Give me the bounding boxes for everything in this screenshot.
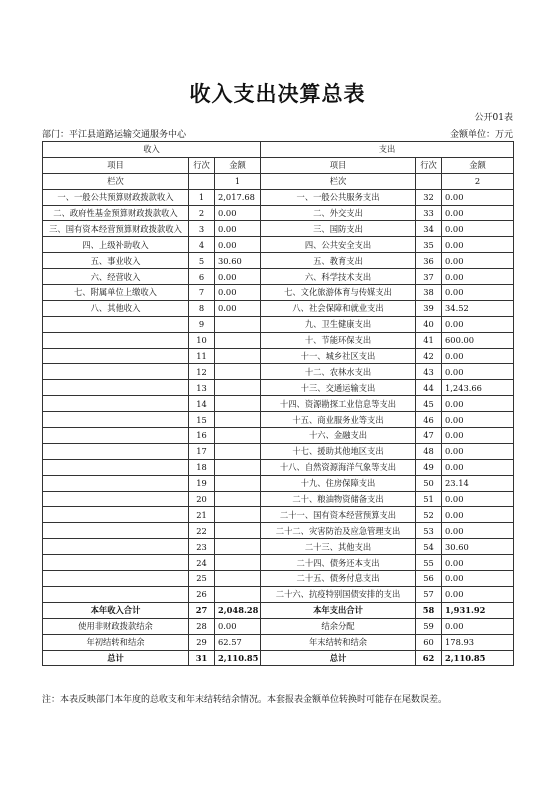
income-item-cell xyxy=(43,555,189,571)
expense-line-cell: 38 xyxy=(416,285,442,301)
expense-amount-cell: 30.60 xyxy=(442,539,514,555)
income-line-header: 行次 xyxy=(189,157,215,173)
income-amount-cell xyxy=(215,475,261,491)
income-item-cell xyxy=(43,491,189,507)
expense-amount-cell: 0.00 xyxy=(442,443,514,459)
expense-amount-cell: 0.00 xyxy=(442,618,514,634)
expense-line-cell: 42 xyxy=(416,348,442,364)
expense-item-cell: 总计 xyxy=(261,650,416,666)
expense-line-cell: 47 xyxy=(416,428,442,444)
expense-group-header: 支出 xyxy=(261,142,514,158)
table-row xyxy=(43,507,514,523)
table-row xyxy=(43,650,514,666)
expense-item-cell: 二、外交支出 xyxy=(261,205,416,221)
expense-column-label: 栏次 xyxy=(261,173,416,189)
expense-amount-cell: 2,110.85 xyxy=(442,650,514,666)
income-line-cell: 1 xyxy=(189,189,215,205)
expense-line-cell: 41 xyxy=(416,332,442,348)
income-line-cell: 18 xyxy=(189,459,215,475)
expense-line-cell: 53 xyxy=(416,523,442,539)
expense-amount-cell: 0.00 xyxy=(442,364,514,380)
table-row xyxy=(43,475,514,491)
group-header-row xyxy=(43,142,514,158)
column-number-row xyxy=(43,173,514,189)
expense-amount-cell: 0.00 xyxy=(442,459,514,475)
expense-item-cell: 本年支出合计 xyxy=(261,602,416,618)
income-line-blank xyxy=(189,173,215,189)
expense-item-cell: 八、社会保障和就业支出 xyxy=(261,300,416,316)
expense-amount-cell: 0.00 xyxy=(442,205,514,221)
expense-item-cell: 九、卫生健康支出 xyxy=(261,316,416,332)
income-item-cell xyxy=(43,316,189,332)
expense-line-cell: 59 xyxy=(416,618,442,634)
expense-item-cell: 三、国防支出 xyxy=(261,221,416,237)
table-row xyxy=(43,618,514,634)
income-line-cell: 7 xyxy=(189,285,215,301)
income-amount-cell xyxy=(215,491,261,507)
table-row xyxy=(43,459,514,475)
income-amount-cell xyxy=(215,428,261,444)
income-amount-cell xyxy=(215,555,261,571)
table-row xyxy=(43,396,514,412)
expense-amount-cell: 178.93 xyxy=(442,634,514,650)
table-row xyxy=(43,586,514,602)
income-amount-cell xyxy=(215,412,261,428)
expense-line-cell: 32 xyxy=(416,189,442,205)
income-amount-cell xyxy=(215,571,261,587)
expense-amount-cell: 0.00 xyxy=(442,269,514,285)
table-row xyxy=(43,428,514,444)
expense-line-cell: 62 xyxy=(416,650,442,666)
income-line-cell: 24 xyxy=(189,555,215,571)
income-item-cell: 一、一般公共预算财政拨款收入 xyxy=(43,189,189,205)
income-group-header: 收入 xyxy=(43,142,261,158)
income-line-cell: 20 xyxy=(189,491,215,507)
expense-amount-cell: 0.00 xyxy=(442,428,514,444)
income-item-cell: 年初结转和结余 xyxy=(43,634,189,650)
expense-amount-cell: 0.00 xyxy=(442,396,514,412)
income-item-cell xyxy=(43,443,189,459)
expense-line-blank xyxy=(416,173,442,189)
income-item-cell xyxy=(43,539,189,555)
income-expense-table xyxy=(42,141,514,666)
income-amount-cell xyxy=(215,316,261,332)
income-line-cell: 5 xyxy=(189,253,215,269)
table-row xyxy=(43,412,514,428)
expense-line-cell: 36 xyxy=(416,253,442,269)
expense-item-cell: 十四、资源勘探工业信息等支出 xyxy=(261,396,416,412)
table-row xyxy=(43,237,514,253)
income-line-cell: 29 xyxy=(189,634,215,650)
expense-line-cell: 48 xyxy=(416,443,442,459)
income-line-cell: 4 xyxy=(189,237,215,253)
income-line-cell: 31 xyxy=(189,650,215,666)
expense-item-cell: 二十二、灾害防治及应急管理支出 xyxy=(261,523,416,539)
income-amount-cell: 0.00 xyxy=(215,300,261,316)
expense-line-cell: 46 xyxy=(416,412,442,428)
table-row xyxy=(43,380,514,396)
income-amount-cell: 0.00 xyxy=(215,237,261,253)
expense-item-cell: 七、文化旅游体育与传媒支出 xyxy=(261,285,416,301)
income-line-cell: 25 xyxy=(189,571,215,587)
income-amount-cell: 2,048.28 xyxy=(215,602,261,618)
amount-unit-label: 金额单位：万元 xyxy=(449,130,513,140)
income-line-cell: 22 xyxy=(189,523,215,539)
expense-amount-cell: 0.00 xyxy=(442,507,514,523)
expense-item-cell: 六、科学技术支出 xyxy=(261,269,416,285)
income-item-cell: 八、其他收入 xyxy=(43,300,189,316)
expense-item-cell: 二十六、抗疫特别国债安排的支出 xyxy=(261,586,416,602)
expense-line-cell: 58 xyxy=(416,602,442,618)
expense-item-cell: 二十五、债务付息支出 xyxy=(261,571,416,587)
department-label: 部门：平江县道路运输交通服务中心 xyxy=(42,130,187,140)
expense-line-cell: 34 xyxy=(416,221,442,237)
income-amount-cell: 0.00 xyxy=(215,205,261,221)
income-line-cell: 21 xyxy=(189,507,215,523)
income-amount-cell: 0.00 xyxy=(215,618,261,634)
income-amount-cell: 2,110.85 xyxy=(215,650,261,666)
income-line-cell: 3 xyxy=(189,221,215,237)
expense-item-cell: 年末结转和结余 xyxy=(261,634,416,650)
income-amount-header: 金额 xyxy=(215,157,261,173)
expense-line-cell: 50 xyxy=(416,475,442,491)
expense-amount-cell: 0.00 xyxy=(442,523,514,539)
income-item-cell: 六、经营收入 xyxy=(43,269,189,285)
income-line-cell: 11 xyxy=(189,348,215,364)
expense-amount-cell: 600.00 xyxy=(442,332,514,348)
expense-amount-header: 金额 xyxy=(442,157,514,173)
table-row xyxy=(43,364,514,380)
income-item-cell xyxy=(43,380,189,396)
income-amount-cell xyxy=(215,586,261,602)
income-line-cell: 28 xyxy=(189,618,215,634)
expense-item-cell: 十三、交通运输支出 xyxy=(261,380,416,396)
expense-line-header: 行次 xyxy=(416,157,442,173)
table-row xyxy=(43,300,514,316)
page-title: 收入支出决算总表 xyxy=(189,82,366,106)
income-amount-cell: 30.60 xyxy=(215,253,261,269)
expense-amount-cell: 0.00 xyxy=(442,285,514,301)
income-line-cell: 14 xyxy=(189,396,215,412)
expense-line-cell: 60 xyxy=(416,634,442,650)
expense-amount-cell: 1,931.92 xyxy=(442,602,514,618)
expense-line-cell: 55 xyxy=(416,555,442,571)
income-item-cell: 五、事业收入 xyxy=(43,253,189,269)
expense-amount-cell: 0.00 xyxy=(442,221,514,237)
table-row xyxy=(43,285,514,301)
income-item-cell xyxy=(43,475,189,491)
expense-amount-cell: 0.00 xyxy=(442,555,514,571)
income-amount-cell: 0.00 xyxy=(215,221,261,237)
income-amount-cell: 2,017.68 xyxy=(215,189,261,205)
expense-item-cell: 十八、自然资源海洋气象等支出 xyxy=(261,459,416,475)
income-amount-cell xyxy=(215,348,261,364)
income-column-label: 栏次 xyxy=(43,173,189,189)
income-item-cell xyxy=(43,332,189,348)
table-row xyxy=(43,348,514,364)
table-row xyxy=(43,443,514,459)
income-item-cell: 三、国有资本经营预算财政拨款收入 xyxy=(43,221,189,237)
expense-item-cell: 二十、粮油物资储备支出 xyxy=(261,491,416,507)
expense-amount-cell: 0.00 xyxy=(442,586,514,602)
expense-item-cell: 二十三、其他支出 xyxy=(261,539,416,555)
expense-amount-cell: 1,243.66 xyxy=(442,380,514,396)
income-item-cell xyxy=(43,428,189,444)
income-line-cell: 26 xyxy=(189,586,215,602)
expense-item-cell: 十五、商业服务业等支出 xyxy=(261,412,416,428)
income-item-header: 项目 xyxy=(43,157,189,173)
table-row xyxy=(43,205,514,221)
expense-line-cell: 56 xyxy=(416,571,442,587)
income-line-cell: 17 xyxy=(189,443,215,459)
expense-item-cell: 十六、金融支出 xyxy=(261,428,416,444)
expense-item-cell: 四、公共安全支出 xyxy=(261,237,416,253)
expense-line-cell: 37 xyxy=(416,269,442,285)
income-line-cell: 15 xyxy=(189,412,215,428)
income-item-cell xyxy=(43,348,189,364)
income-amount-cell: 62.57 xyxy=(215,634,261,650)
expense-item-cell: 十七、援助其他地区支出 xyxy=(261,443,416,459)
income-amount-cell xyxy=(215,380,261,396)
table-row xyxy=(43,332,514,348)
expense-amount-cell: 23.14 xyxy=(442,475,514,491)
income-column-number: 1 xyxy=(215,173,261,189)
expense-item-cell: 十、节能环保支出 xyxy=(261,332,416,348)
expense-line-cell: 35 xyxy=(416,237,442,253)
income-amount-cell xyxy=(215,332,261,348)
expense-item-cell: 二十四、债务还本支出 xyxy=(261,555,416,571)
expense-item-cell: 十一、城乡社区支出 xyxy=(261,348,416,364)
expense-amount-cell: 0.00 xyxy=(442,491,514,507)
income-item-cell: 使用非财政拨款结余 xyxy=(43,618,189,634)
income-line-cell: 12 xyxy=(189,364,215,380)
income-line-cell: 16 xyxy=(189,428,215,444)
expense-item-cell: 五、教育支出 xyxy=(261,253,416,269)
income-item-cell xyxy=(43,459,189,475)
table-row xyxy=(43,221,514,237)
expense-amount-cell: 0.00 xyxy=(442,237,514,253)
column-header-row xyxy=(43,157,514,173)
expense-line-cell: 49 xyxy=(416,459,442,475)
expense-amount-cell: 0.00 xyxy=(442,412,514,428)
income-line-cell: 27 xyxy=(189,602,215,618)
income-item-cell xyxy=(43,364,189,380)
form-code: 公开01表 xyxy=(474,113,513,123)
expense-line-cell: 57 xyxy=(416,586,442,602)
expense-line-cell: 43 xyxy=(416,364,442,380)
table-row xyxy=(43,253,514,269)
income-amount-cell xyxy=(215,539,261,555)
income-line-cell: 2 xyxy=(189,205,215,221)
income-item-cell xyxy=(43,412,189,428)
expense-item-cell: 一、一般公共服务支出 xyxy=(261,189,416,205)
expense-amount-cell: 0.00 xyxy=(442,571,514,587)
income-item-cell: 四、上级补助收入 xyxy=(43,237,189,253)
income-amount-cell xyxy=(215,459,261,475)
table-row xyxy=(43,491,514,507)
table-row xyxy=(43,634,514,650)
expense-item-cell: 二十一、国有资本经营预算支出 xyxy=(261,507,416,523)
income-amount-cell xyxy=(215,396,261,412)
expense-amount-cell: 0.00 xyxy=(442,189,514,205)
income-item-cell xyxy=(43,571,189,587)
income-line-cell: 19 xyxy=(189,475,215,491)
expense-item-cell: 十二、农林水支出 xyxy=(261,364,416,380)
table-row xyxy=(43,555,514,571)
income-item-cell: 七、附属单位上缴收入 xyxy=(43,285,189,301)
income-line-cell: 10 xyxy=(189,332,215,348)
expense-line-cell: 45 xyxy=(416,396,442,412)
table-row xyxy=(43,602,514,618)
expense-amount-cell: 0.00 xyxy=(442,316,514,332)
expense-column-number: 2 xyxy=(442,173,514,189)
income-amount-cell xyxy=(215,523,261,539)
income-item-cell xyxy=(43,523,189,539)
expense-line-cell: 39 xyxy=(416,300,442,316)
income-item-cell: 二、政府性基金预算财政拨款收入 xyxy=(43,205,189,221)
expense-item-header: 项目 xyxy=(261,157,416,173)
expense-amount-cell: 0.00 xyxy=(442,348,514,364)
income-amount-cell xyxy=(215,507,261,523)
expense-line-cell: 51 xyxy=(416,491,442,507)
expense-line-cell: 44 xyxy=(416,380,442,396)
expense-line-cell: 52 xyxy=(416,507,442,523)
income-item-cell xyxy=(43,507,189,523)
expense-item-cell: 十九、住房保障支出 xyxy=(261,475,416,491)
income-amount-cell: 0.00 xyxy=(215,285,261,301)
income-line-cell: 8 xyxy=(189,300,215,316)
income-item-cell xyxy=(43,396,189,412)
income-item-cell: 本年收入合计 xyxy=(43,602,189,618)
expense-line-cell: 54 xyxy=(416,539,442,555)
footnote: 注：本表反映部门本年度的总收支和年末结转结余情况。本套报表金额单位转换时可能存在尾数误差。 xyxy=(42,695,448,705)
income-line-cell: 13 xyxy=(189,380,215,396)
income-item-cell xyxy=(43,586,189,602)
income-item-cell: 总计 xyxy=(43,650,189,666)
table-row xyxy=(43,571,514,587)
income-line-cell: 23 xyxy=(189,539,215,555)
expense-amount-cell: 34.52 xyxy=(442,300,514,316)
income-line-cell: 6 xyxy=(189,269,215,285)
expense-line-cell: 40 xyxy=(416,316,442,332)
expense-line-cell: 33 xyxy=(416,205,442,221)
table-row xyxy=(43,523,514,539)
table-row xyxy=(43,269,514,285)
income-line-cell: 9 xyxy=(189,316,215,332)
expense-amount-cell: 0.00 xyxy=(442,253,514,269)
table-row xyxy=(43,539,514,555)
table-row xyxy=(43,189,514,205)
income-amount-cell xyxy=(215,364,261,380)
table-row xyxy=(43,316,514,332)
income-amount-cell: 0.00 xyxy=(215,269,261,285)
income-amount-cell xyxy=(215,443,261,459)
expense-item-cell: 结余分配 xyxy=(261,618,416,634)
